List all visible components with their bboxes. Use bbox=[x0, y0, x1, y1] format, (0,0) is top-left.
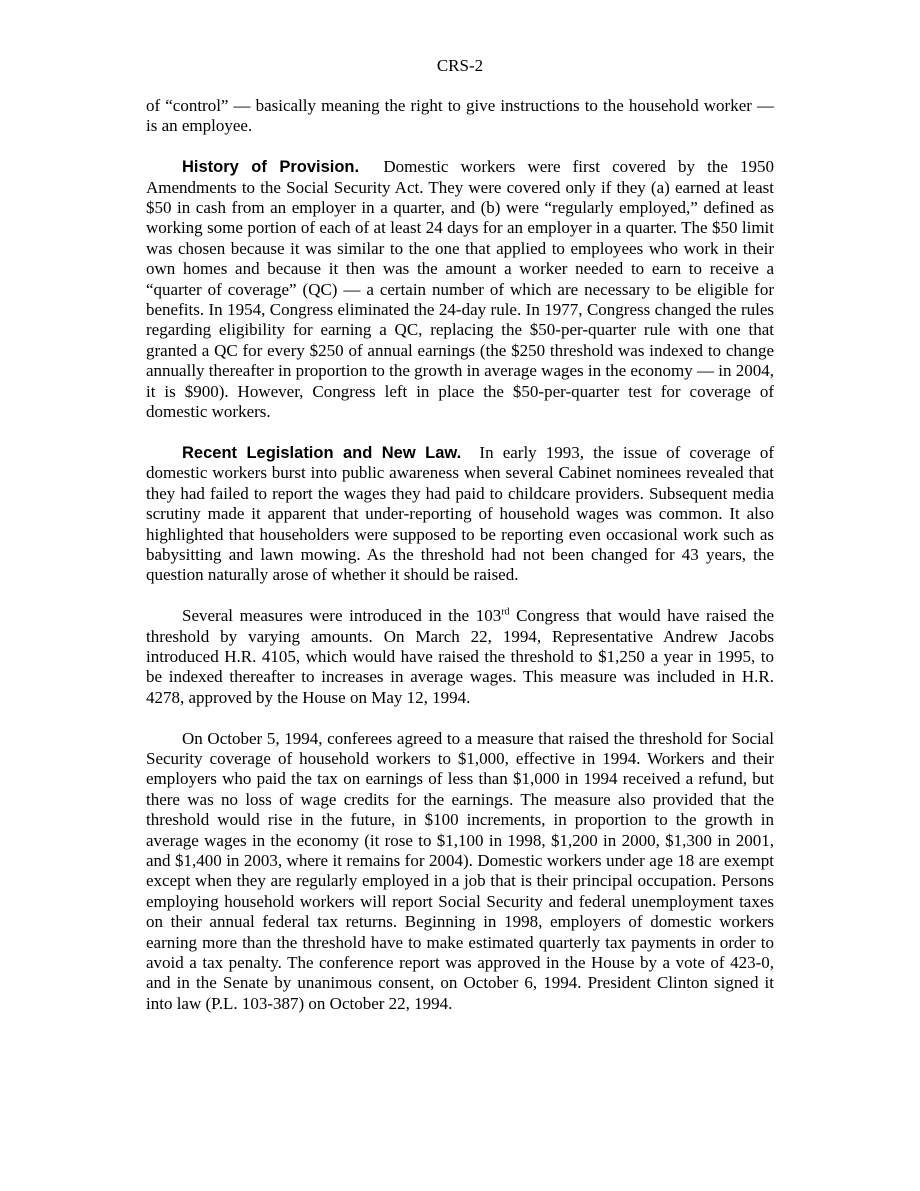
document-body bbox=[146, 96, 774, 1014]
recent-legislation-paragraph bbox=[146, 443, 774, 586]
measures-paragraph bbox=[146, 606, 774, 708]
recent-legislation-heading: Recent Legislation and New Law. bbox=[182, 443, 462, 462]
measures-superscript: rd bbox=[501, 606, 510, 618]
conferees-paragraph: On October 5, 1994, conferees agreed to a measure that raised the threshold for Social Security coverage of household workers to $1,000, effective in 1994. Workers and their employers who paid the tax on earnings of less than $1,000 in 1994 received a refund, but there was no loss of wage credits for the earnings. The measure also provided that the threshold would rise in the future, in $100 increments, in proportion to the growth in average wages in the economy (it rose to $1,100 in 1998, $1,200 in 2000, $1,300 in 2001, and $1,400 in 2003, where it remains for 2004). Domestic workers under age 18 are exempt except when they are regularly employed in a job that is their principal occupation. Persons employing household workers will report Social Security and federal unemployment taxes on their annual federal tax returns. Beginning in 1998, employers of domestic workers earning more than the threshold have to make estimated quarterly tax payments in order to avoid a tax penalty. The conference report was approved in the House by a vote of 423-0, and in the Senate by unanimous consent, on October 6, 1994. President Clinton signed it into law (P.L. 103-387) on October 22, 1994. bbox=[146, 728, 774, 1013]
page-number: CRS-2 bbox=[436, 56, 484, 75]
history-text: Domestic workers were first covered by the 1950 Amendments to the Social Security Act. They were covered only if they (a) earned at least $50 in cash from an employer in a quarter, and (b) were “regularly employed,” defined as working some portion of each of at least 24 days for an employer in a quarter. The $50 limit was chosen because it was similar to the one that applied to employees who work in their own homes and because it then was the amount a worker needed to earn to receive a “quarter of coverage” (QC) — a certain number of which are necessary to be eligible for benefits. In 1954, Congress eliminated the 24-day rule. In 1977, Congress changed the rules regarding eligibility for earning a QC, replacing the $50-per-quarter rule with one that granted a QC for every $250 of annual earnings (the $250 threshold was indexed to change annually thereafter in proportion to the growth in average wages in the economy — in 2004, it is $900). However, Congress left in place the $50-per-quarter test for coverage of domestic workers. bbox=[146, 157, 775, 422]
history-paragraph bbox=[146, 157, 774, 422]
history-heading: History of Provision. bbox=[182, 158, 360, 177]
recent-legislation-text: In early 1993, the issue of coverage of domestic workers burst into public awareness when several Cabinet nominees revealed that they had failed to report the wages they had paid to childcare providers. Subsequent media scrutiny made it apparent that under-reporting of household wages was common. It also highlighted that householders were supposed to be reporting even occasional work such as babysitting and lawn mowing. As the threshold had not been changed for 43 years, the question naturally arose of whether it should be raised. bbox=[146, 442, 774, 585]
measures-text-before: Several measures were introduced in the 103 bbox=[182, 606, 502, 626]
intro-paragraph: of “control” — basically meaning the right to give instructions to the household worker — is an employee. bbox=[146, 96, 774, 136]
measures-text-after: Congress that would have raised the threshold by varying amounts. On March 22, 1994, Representative Andrew Jacobs introduced H.R. 4105, which would have raised the threshold to $1,250 a year in 1995, to be indexed thereafter to increases in average wages. This measure was included in H.R. 4278, approved by the House on May 12, 1994. bbox=[146, 606, 775, 707]
